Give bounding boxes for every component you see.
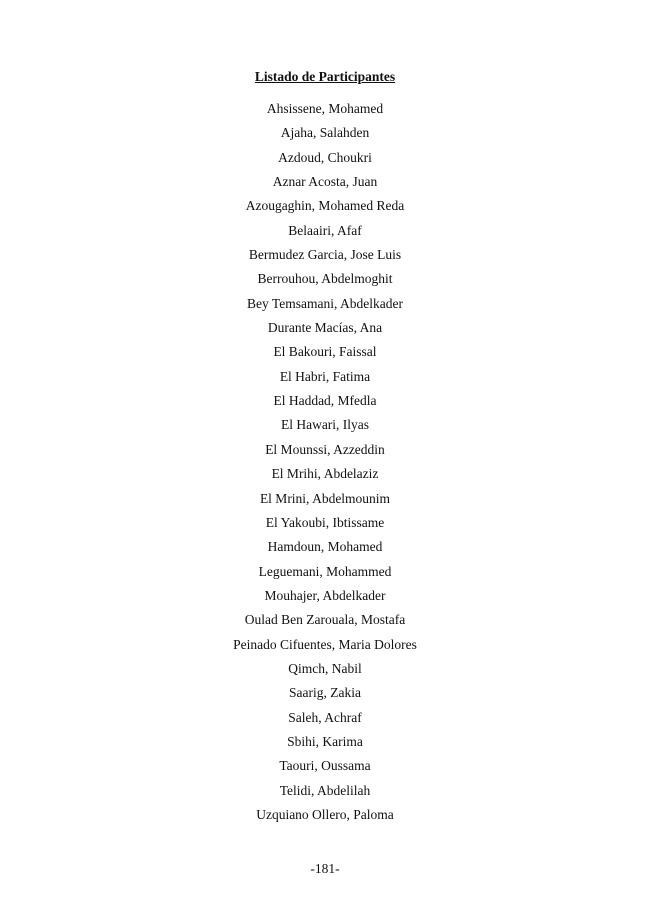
list-item: Ahsissene, Mohamed xyxy=(266,101,384,116)
list-item: El Hawari, Ilyas xyxy=(280,417,370,433)
list-item: El Haddad, Mfedla xyxy=(273,393,377,409)
list-item: Uzquiano Ollero, Paloma xyxy=(256,806,394,822)
list-item: Azougaghin, Mohamed Reda xyxy=(245,198,405,214)
list-item: Hamdoun, Mohamed xyxy=(267,539,383,555)
list-item: Bermudez Garcia, Jose Luis xyxy=(248,247,402,263)
list-item: Azdoud, Choukri xyxy=(278,149,372,165)
list-item: Durante Macías, Ana xyxy=(267,320,383,336)
list-item: Peinado Cifuentes, Maria Dolores xyxy=(233,636,417,652)
list-item: El Bakouri, Faissal xyxy=(273,344,377,360)
list-item: Saleh, Achraf xyxy=(288,709,362,725)
list-item: Qimch, Nabil xyxy=(288,660,362,676)
list-item: Saarig, Zakia xyxy=(289,685,361,701)
participant-list xyxy=(0,100,650,830)
list-item: Aznar Acosta, Juan xyxy=(272,174,378,190)
list-item: Belaairi, Afaf xyxy=(288,222,362,238)
list-item: El Mounssi, Azzeddin xyxy=(265,441,385,457)
list-item: Sbihi, Karima xyxy=(287,733,363,749)
list-item: El Mrihi, Abdelaziz xyxy=(271,466,379,482)
list-item: Oulad Ben Zarouala, Mostafa xyxy=(244,612,406,628)
list-item: El Mrini, Abdelmounim xyxy=(259,490,391,506)
list-item: Taouri, Oussama xyxy=(279,758,371,774)
page-title: Listado de Participantes xyxy=(254,69,396,84)
page-number: -181- xyxy=(310,861,340,876)
list-item: Mouhajer, Abdelkader xyxy=(264,587,386,603)
list-item: Leguemani, Mohammed xyxy=(258,563,392,579)
list-item: El Yakoubi, Ibtissame xyxy=(265,514,385,530)
list-item: Bey Temsamani, Abdelkader xyxy=(247,295,403,311)
list-item: Ajaha, Salahden xyxy=(280,125,370,141)
list-item: Telidi, Abdelilah xyxy=(279,782,371,798)
list-item: Berrouhou, Abdelmoghit xyxy=(257,271,393,287)
list-item: El Habri, Fatima xyxy=(279,368,371,384)
